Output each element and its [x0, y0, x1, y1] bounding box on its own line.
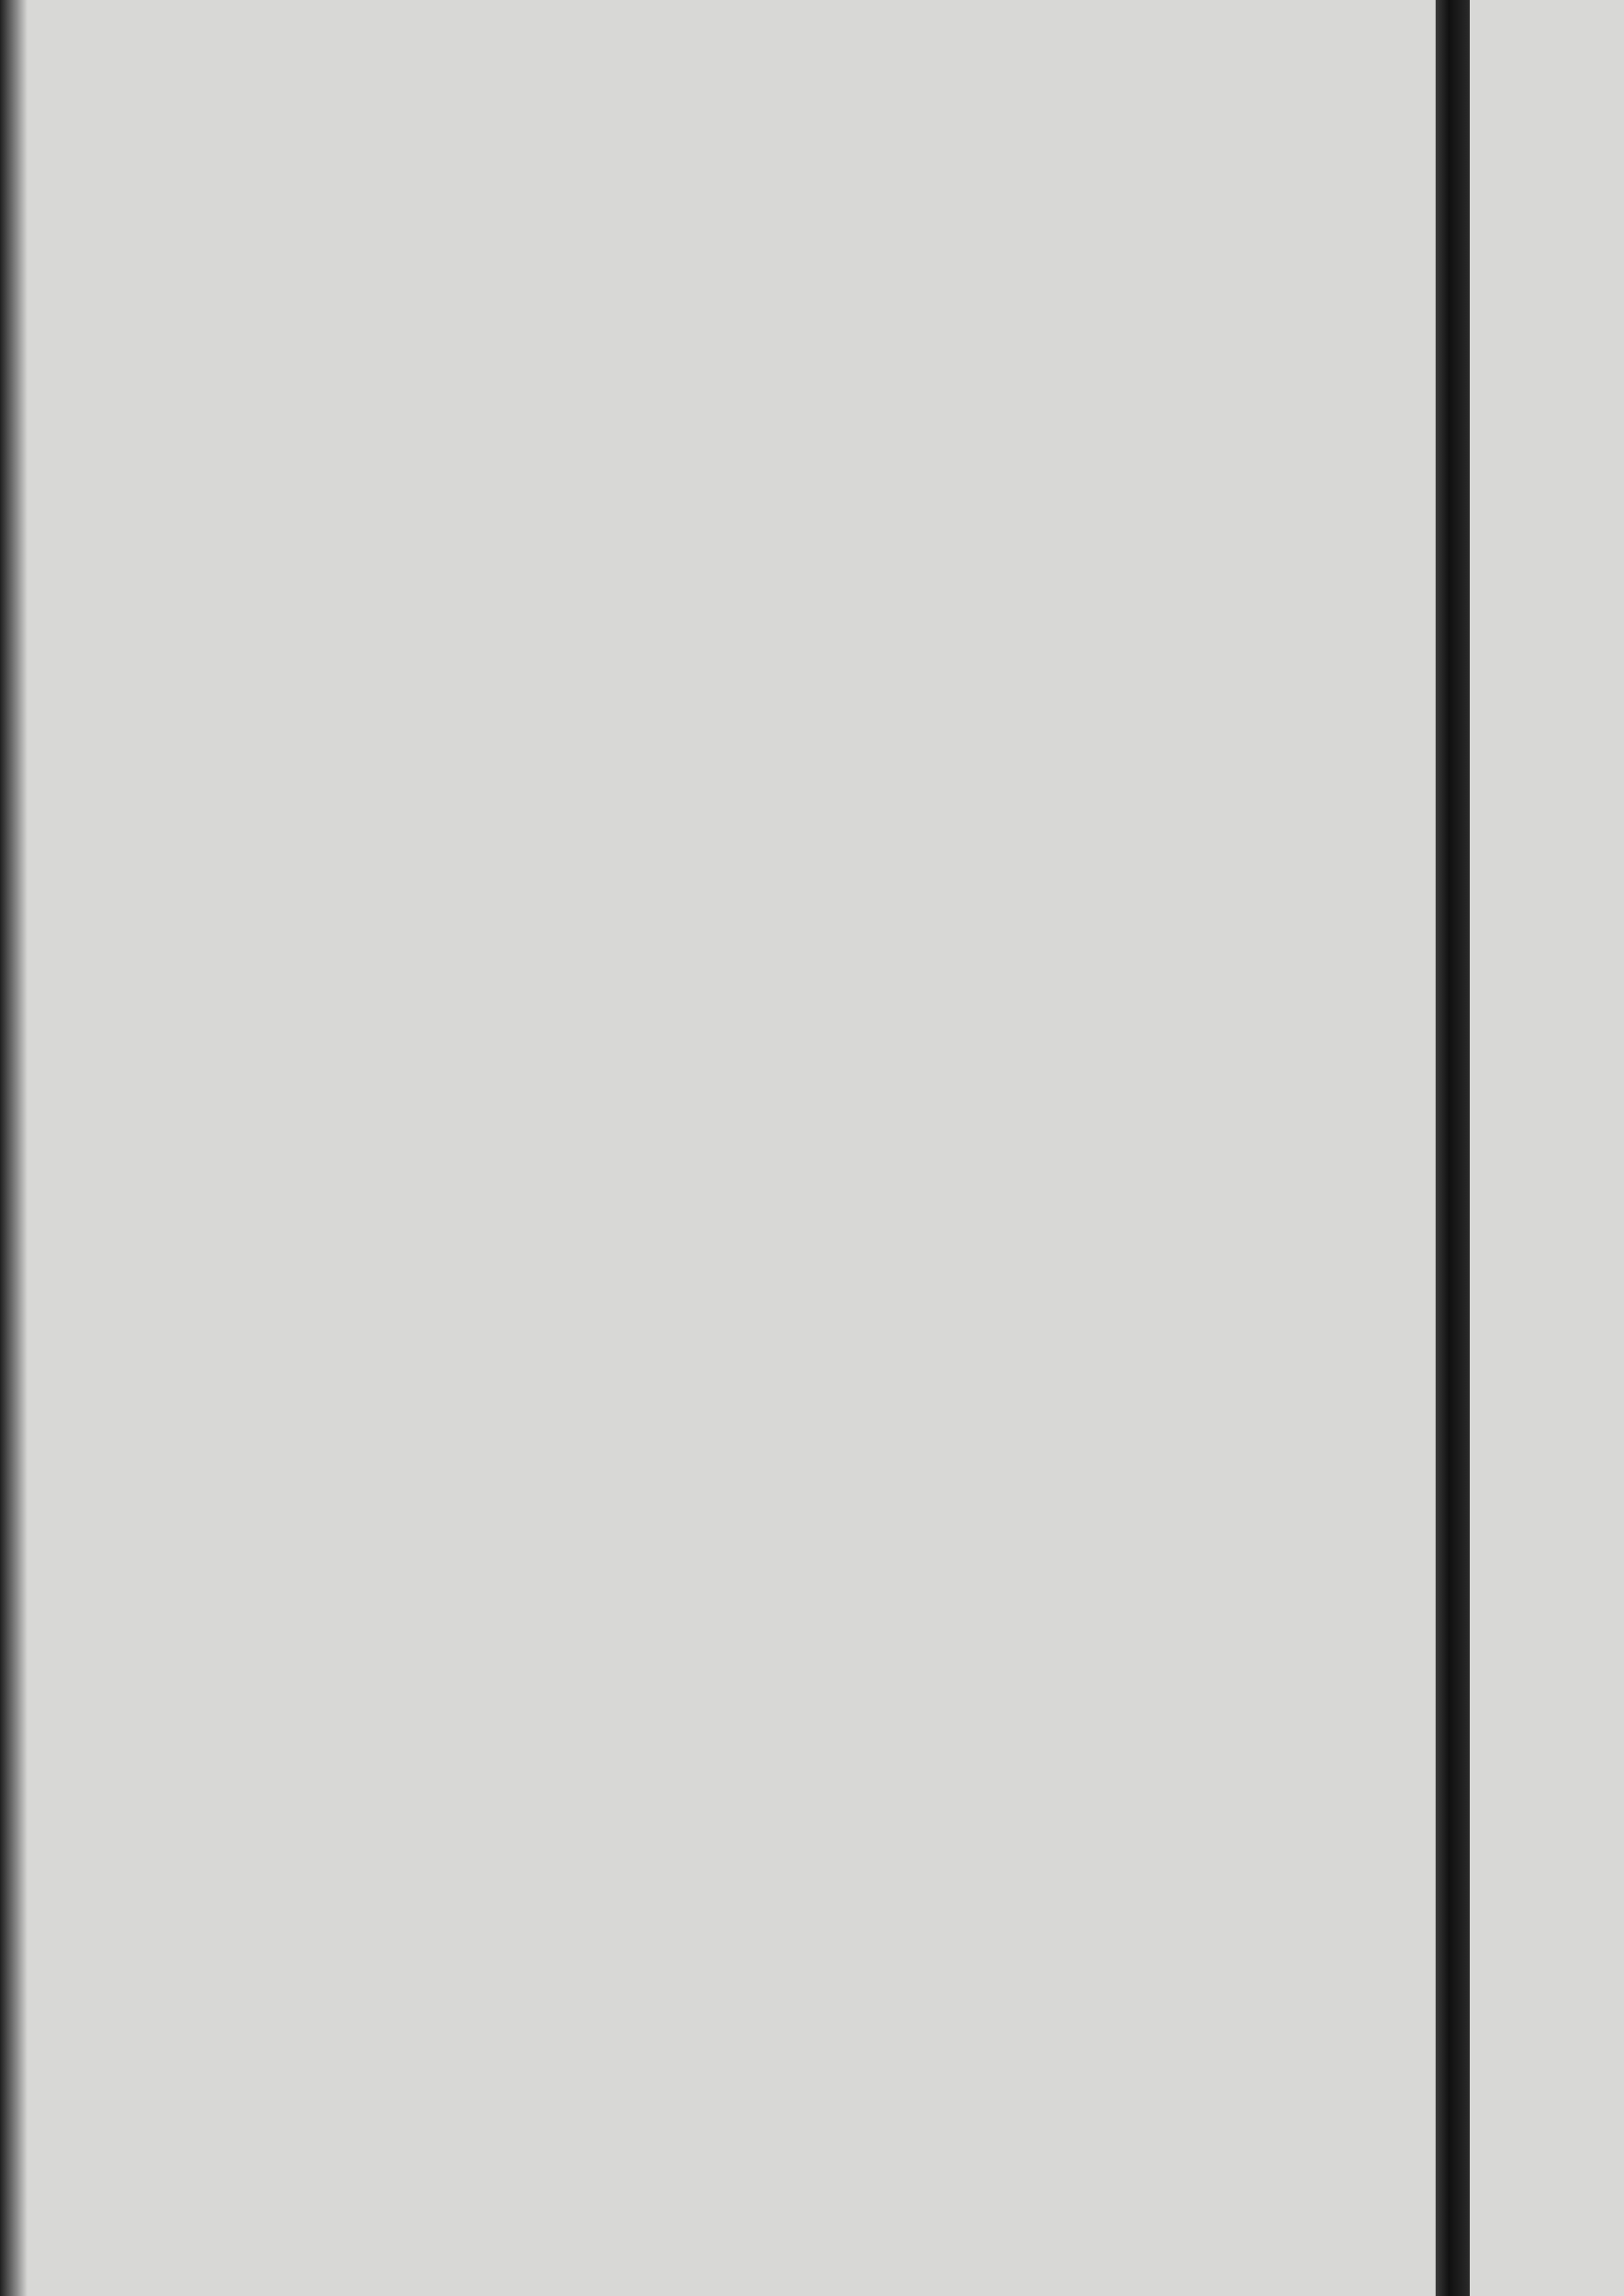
facing-page-fragment: [1470, 0, 1624, 2296]
page-left-edge: [0, 0, 28, 2296]
book-page: [122, 49, 1389, 2290]
page-header: [122, 49, 1389, 106]
book-spine-gutter: [1436, 0, 1470, 2296]
